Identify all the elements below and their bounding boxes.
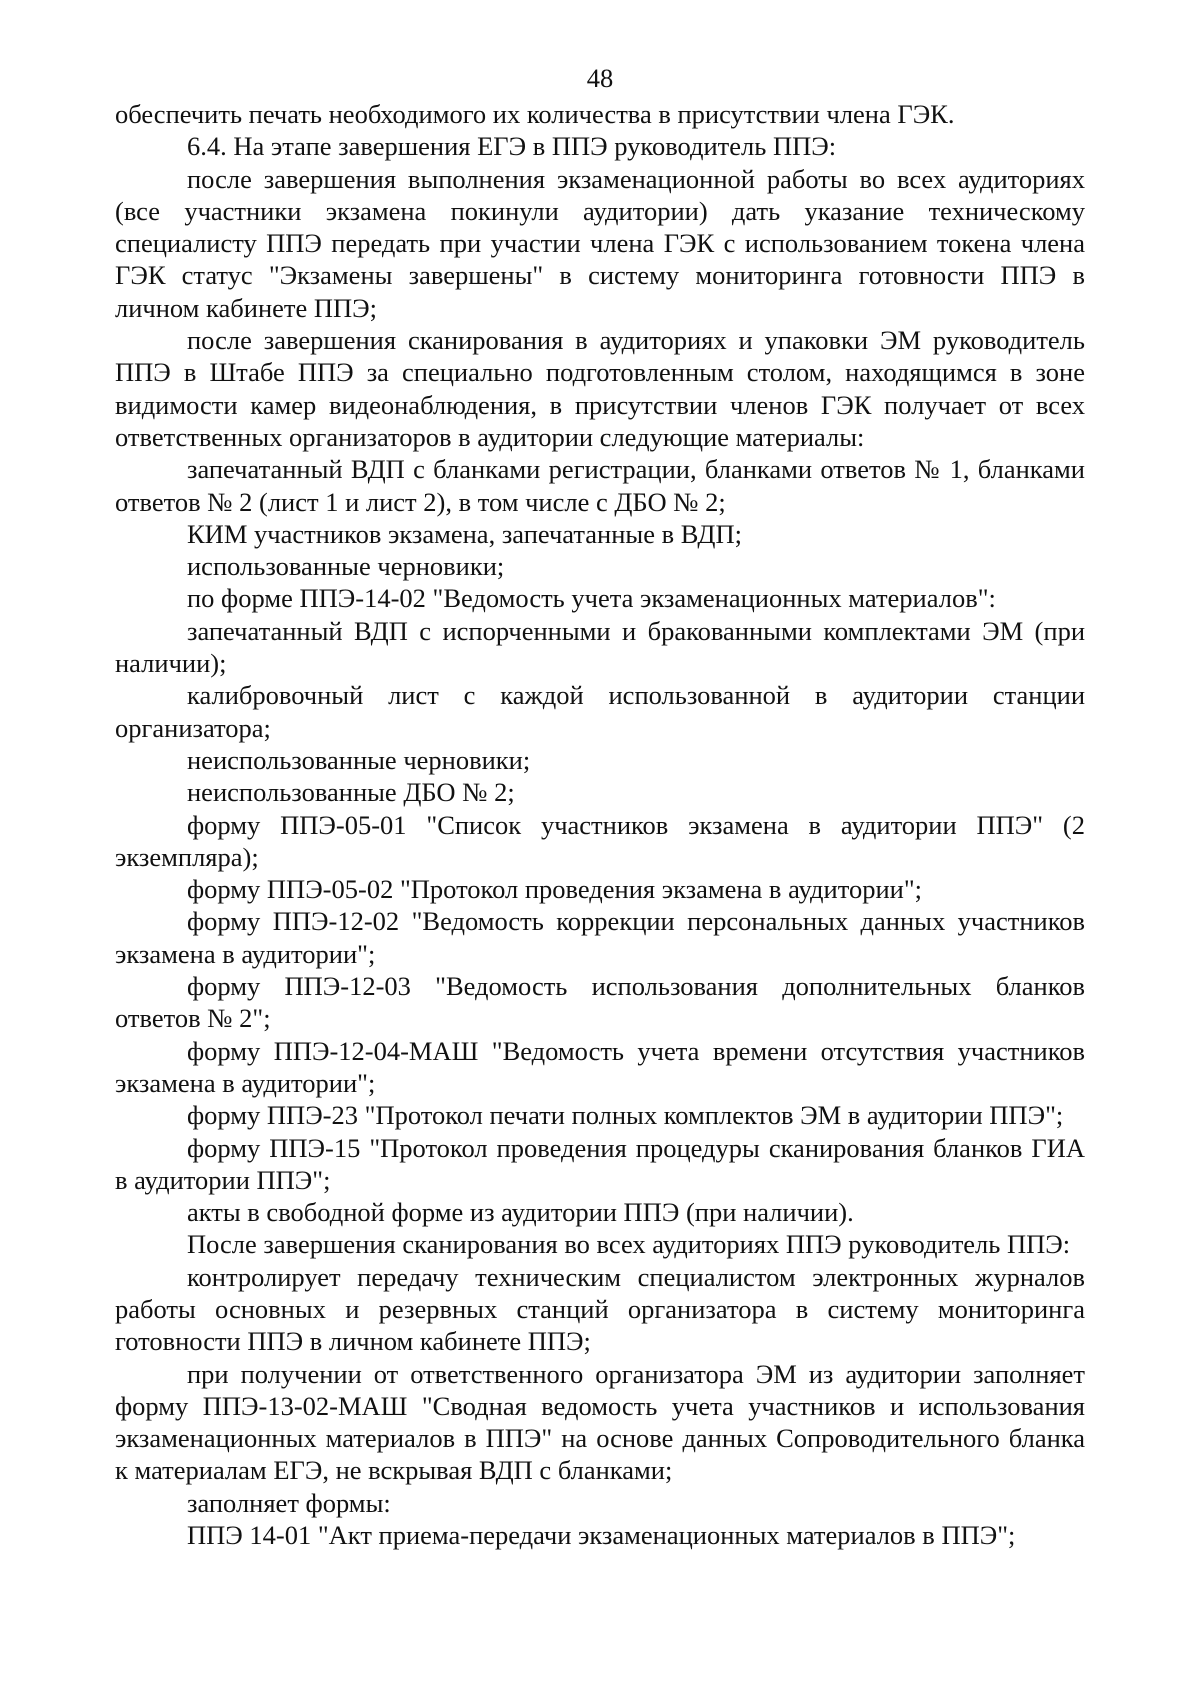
page-number: 48 bbox=[586, 63, 614, 93]
list-item: форму ППЭ-12-03 "Ведомость использования дополнительных бланков ответов № 2"; bbox=[115, 971, 1085, 1034]
list-item: форму ППЭ-05-01 "Список участников экзамена в аудитории ППЭ" (2 экземпляра); bbox=[115, 809, 1085, 872]
list-item: запечатанный ВДП с бланками регистрации, бланками ответов № 1, бланками ответов № 2 (лист 1 и лист 2), в том числе с ДБО № 2; bbox=[115, 454, 1085, 517]
list-item: заполняет формы: bbox=[187, 1487, 391, 1518]
list-item: ППЭ 14-01 "Акт приема-передачи экзаменационных материалов в ППЭ"; bbox=[187, 1520, 1016, 1551]
list-item: использованные черновики; bbox=[187, 551, 505, 582]
list-item: по форме ППЭ-14-02 "Ведомость учета экзаменационных материалов": bbox=[187, 583, 996, 614]
list-item: при получении от ответственного организатора ЭМ из аудитории заполняет форму ППЭ-13-02-МАШ "Сводная ведомость учета участников и использования экзаменационных материалов в ППЭ" на основе данных Сопроводительного бланка к материалам ЕГЭ, не вскрывая ВДП с бланками; bbox=[115, 1358, 1085, 1486]
list-item: контролирует передачу техническим специалистом электронных журналов работы основных и резервных станций организатора в систему мониторинга готовности ППЭ в личном кабинете ППЭ; bbox=[115, 1261, 1085, 1357]
list-item: неиспользованные черновики; bbox=[187, 744, 531, 775]
list-item: КИМ участников экзамена, запечатанные в ВДП; bbox=[187, 518, 742, 549]
list-item: форму ППЭ-23 "Протокол печати полных комплектов ЭМ в аудитории ППЭ"; bbox=[187, 1100, 1064, 1131]
list-item: акты в свободной форме из аудитории ППЭ (при наличии). bbox=[187, 1197, 854, 1228]
section-heading-6-4: 6.4. На этапе завершения ЕГЭ в ППЭ руководитель ППЭ: bbox=[187, 131, 837, 162]
list-item: форму ППЭ-05-02 "Протокол проведения экзамена в аудитории"; bbox=[187, 874, 922, 905]
paragraph-continuation: обеспечить печать необходимого их количества в присутствии члена ГЭК. bbox=[115, 99, 955, 129]
list-item: запечатанный ВДП с испорченными и бракованными комплектами ЭМ (при наличии); bbox=[115, 615, 1085, 679]
paragraph: после завершения сканирования в аудиториях и упаковки ЭМ руководитель ППЭ в Штабе ППЭ за специально подготовленным столом, находящимся в зоне видимости камер видеонаблюдения, в присутствии членов ГЭК получает от всех ответственных организаторов в аудитории следующие материалы: bbox=[115, 325, 1085, 452]
list-item: форму ППЭ-12-02 "Ведомость коррекции персональных данных участников экзамена в аудитории"; bbox=[115, 906, 1085, 969]
document-page bbox=[115, 62, 1085, 1551]
paragraph: после завершения выполнения экзаменационной работы во всех аудиториях (все участники экзамена покинули аудитории) дать указание техническому специалисту ППЭ передать при участии члена ГЭК с использованием токена члена ГЭК статус "Экзамены завершены" в систему мониторинга готовности ППЭ в личном кабинете ППЭ; bbox=[115, 163, 1085, 323]
paragraph: После завершения сканирования во всех аудиториях ППЭ руководитель ППЭ: bbox=[187, 1229, 1071, 1260]
list-item: неиспользованные ДБО № 2; bbox=[187, 777, 515, 808]
list-item: форму ППЭ-15 "Протокол проведения процедуры сканирования бланков ГИА в аудитории ППЭ"; bbox=[115, 1132, 1085, 1195]
list-item: калибровочный лист с каждой использованной в аудитории станции организатора; bbox=[115, 680, 1085, 743]
list-item: форму ППЭ-12-04-МАШ "Ведомость учета времени отсутствия участников экзамена в аудитории"; bbox=[115, 1035, 1085, 1098]
